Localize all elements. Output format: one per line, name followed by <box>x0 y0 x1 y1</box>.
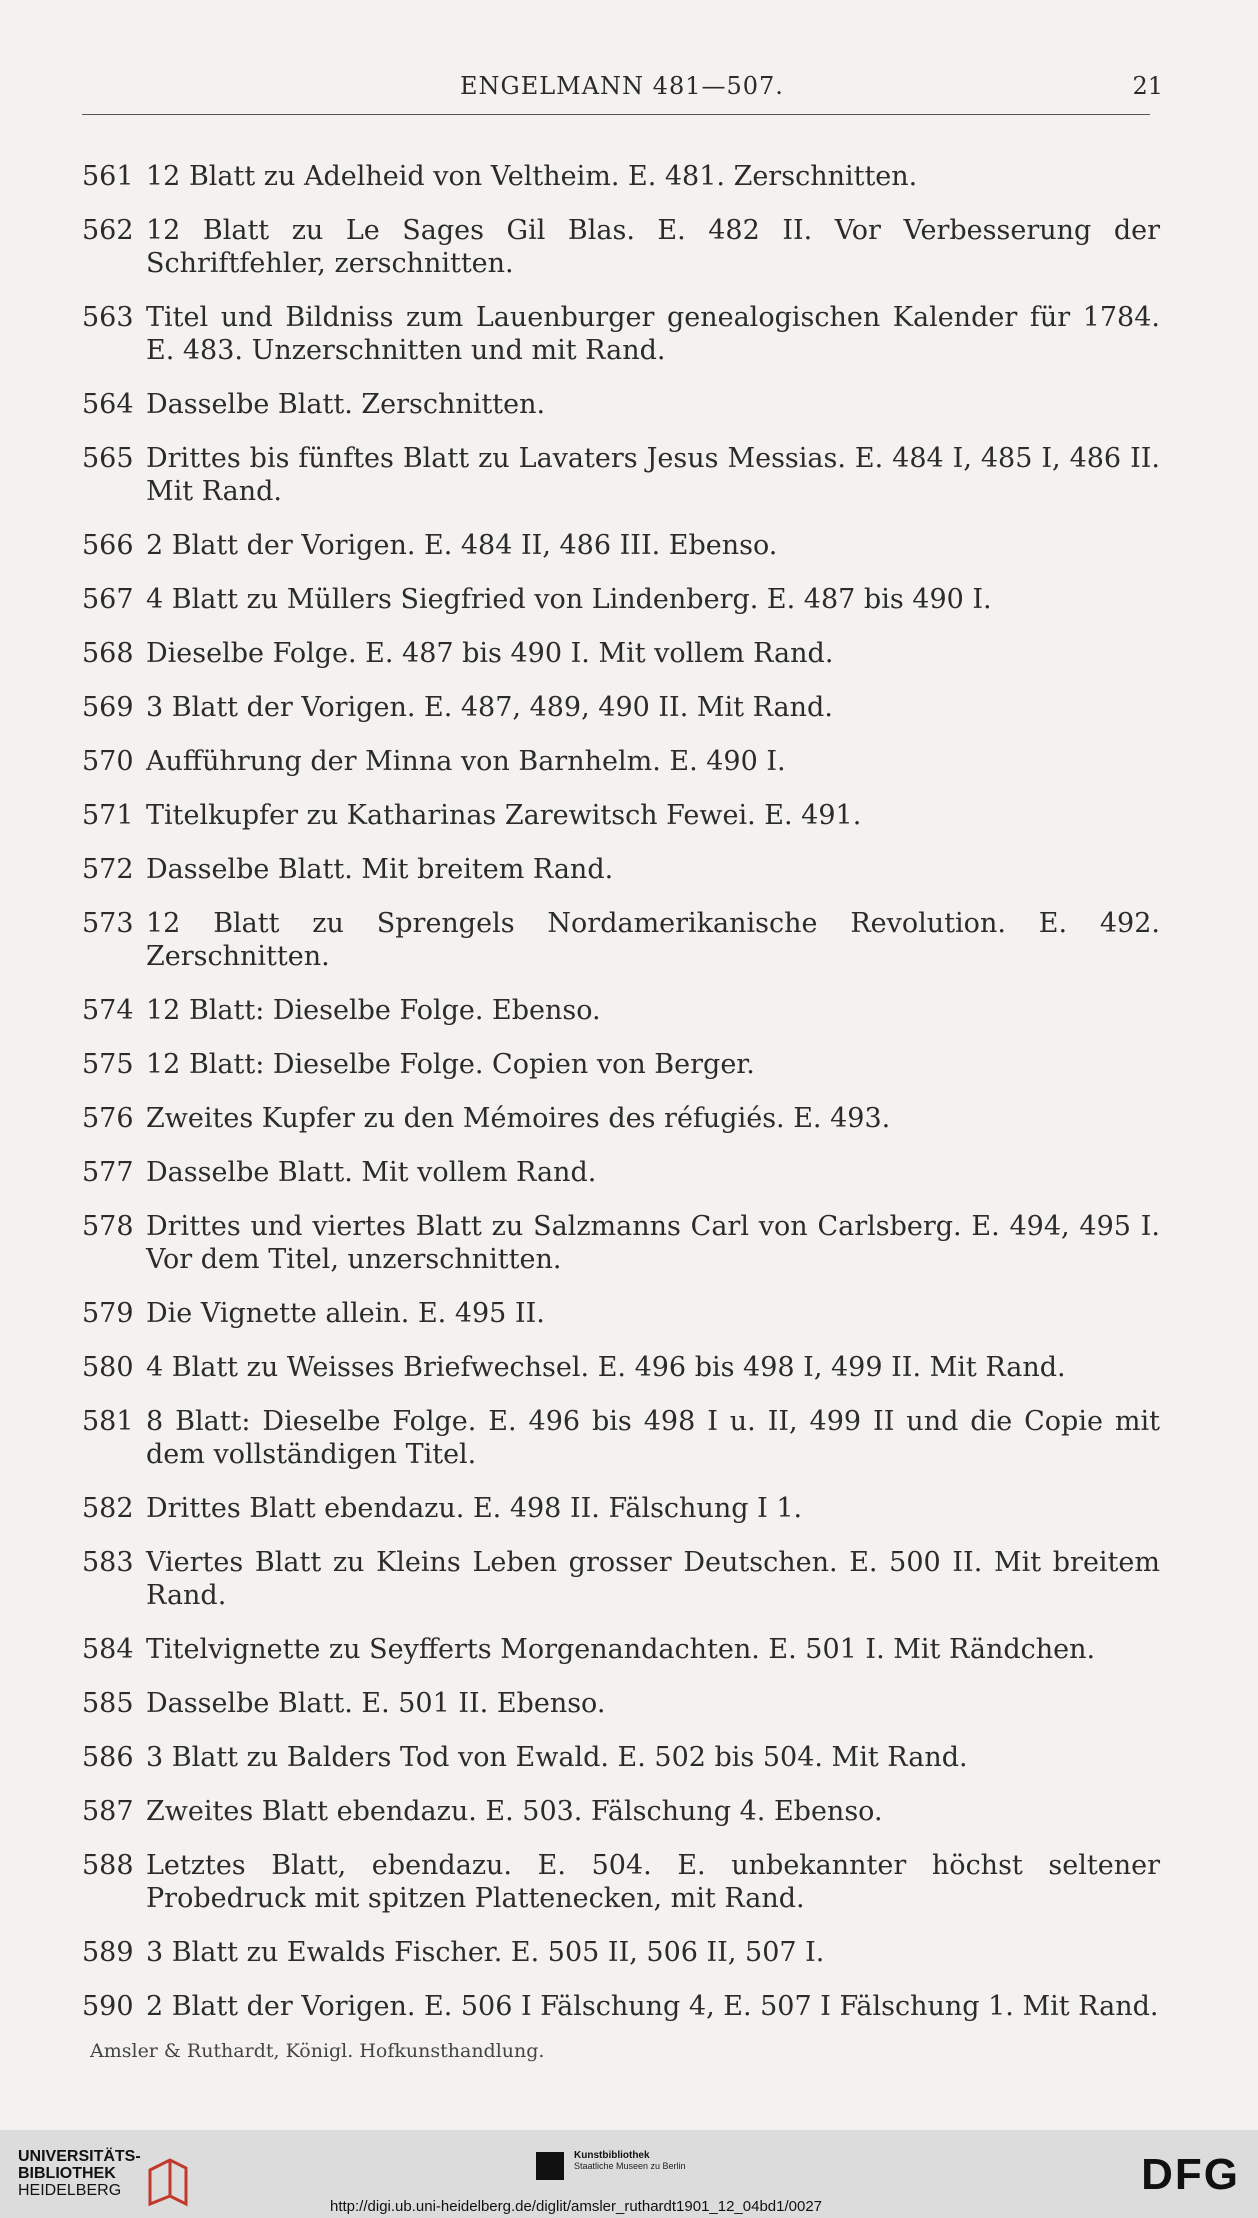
entry-number: 578 <box>82 1211 134 1242</box>
entry-text: 8 Blatt: Dieselbe Folge. E. 496 bis 498 I u. II, 499 II und die Copie mit dem vollständigen Titel. <box>146 1406 1160 1470</box>
entry-text: 12 Blatt zu Le Sages Gil Blas. E. 482 II. Vor Verbesserung der Schriftfehler, zerschnitten. <box>146 215 1160 279</box>
catalogue-entry <box>82 1849 1160 1915</box>
ub-logo-line2: BIBLIOTHEK <box>18 2165 116 2182</box>
digitization-bar <box>0 2130 1258 2218</box>
ub-logo-line1: UNIVERSITÄTS- <box>18 2148 141 2165</box>
entry-text: 2 Blatt der Vorigen. E. 484 II, 486 III. Ebenso. <box>146 530 778 561</box>
kb-title: Kunstbibliothek <box>574 2150 650 2161</box>
catalogue-entry <box>82 529 1160 562</box>
ub-logo-line3: HEIDELBERG <box>18 2182 122 2199</box>
catalogue-entry <box>82 1687 1160 1720</box>
entry-text: 12 Blatt: Dieselbe Folge. Ebenso. <box>146 995 601 1026</box>
catalogue-entry <box>82 1795 1160 1828</box>
entry-number: 589 <box>82 1937 134 1968</box>
catalogue-entry <box>82 1156 1160 1189</box>
entry-text: Dasselbe Blatt. E. 501 II. Ebenso. <box>146 1688 606 1719</box>
permalink-url[interactable]: http://digi.ub.uni-heidelberg.de/diglit/amsler_ruthardt1901_12_04bd1/0027 <box>330 2198 823 2215</box>
entry-number: 586 <box>82 1742 134 1773</box>
entry-number: 564 <box>82 389 134 420</box>
entry-number: 563 <box>82 302 134 333</box>
entry-text: Drittes bis fünftes Blatt zu Lavaters Jesus Messias. E. 484 I, 485 I, 486 II. Mit Rand. <box>146 443 1160 507</box>
entry-number: 573 <box>82 908 134 939</box>
catalogue-entry <box>82 1048 1160 1081</box>
catalogue-entry <box>82 1351 1160 1384</box>
catalogue-entry <box>82 442 1160 508</box>
catalogue-entries <box>82 160 1160 2044</box>
entry-text: Dasselbe Blatt. Zerschnitten. <box>146 389 546 420</box>
entry-text: Viertes Blatt zu Kleins Leben grosser Deutschen. E. 500 II. Mit breitem Rand. <box>146 1547 1160 1611</box>
entry-number: 587 <box>82 1796 134 1827</box>
catalogue-entry <box>82 853 1160 886</box>
catalogue-entry <box>82 1492 1160 1525</box>
catalogue-entry <box>82 1990 1160 2023</box>
entry-number: 581 <box>82 1406 134 1437</box>
entry-text: Titel und Bildniss zum Lauenburger genealogischen Kalender für 1784. E. 483. Unzerschnitten und mit Rand. <box>146 302 1160 366</box>
entry-number: 567 <box>82 584 134 615</box>
entry-text: Drittes Blatt ebendazu. E. 498 II. Fälschung I 1. <box>146 1493 803 1524</box>
catalogue-entry <box>82 301 1160 367</box>
entry-text: Letztes Blatt, ebendazu. E. 504. E. unbekannter höchst seltener Probedruck mit spitzen Plattenecken, mit Rand. <box>146 1850 1160 1914</box>
entry-number: 571 <box>82 800 134 831</box>
catalogue-entry <box>82 994 1160 1027</box>
entry-number: 579 <box>82 1298 134 1329</box>
catalogue-entry <box>82 388 1160 421</box>
entry-text: 12 Blatt: Dieselbe Folge. Copien von Berger. <box>146 1049 755 1080</box>
entry-text: 12 Blatt zu Sprengels Nordamerikanische Revolution. E. 492. Zerschnitten. <box>146 908 1160 972</box>
ub-heidelberg-logo[interactable] <box>18 2148 141 2199</box>
catalogue-entry <box>82 160 1160 193</box>
entry-number: 570 <box>82 746 134 777</box>
page-number: 21 <box>1132 72 1163 100</box>
entry-text: Titelkupfer zu Katharinas Zarewitsch Fewei. E. 491. <box>146 800 862 831</box>
catalogue-entry <box>82 1936 1160 1969</box>
entry-number: 577 <box>82 1157 134 1188</box>
entry-text: 4 Blatt zu Weisses Briefwechsel. E. 496 bis 498 I, 499 II. Mit Rand. <box>146 1352 1066 1383</box>
entry-text: 3 Blatt der Vorigen. E. 487, 489, 490 II. Mit Rand. <box>146 692 833 723</box>
catalogue-entry <box>82 1405 1160 1471</box>
entry-number: 574 <box>82 995 134 1026</box>
entry-number: 588 <box>82 1850 134 1881</box>
catalogue-entry <box>82 691 1160 724</box>
entry-number: 568 <box>82 638 134 669</box>
catalogue-entry <box>82 1297 1160 1330</box>
ub-emblem-icon <box>146 2156 190 2208</box>
catalogue-entry <box>82 1741 1160 1774</box>
catalogue-entry <box>82 1210 1160 1276</box>
publisher-note: Amsler & Ruthardt, Königl. Hofkunsthandlung. <box>90 2040 545 2062</box>
entry-text: 2 Blatt der Vorigen. E. 506 I Fälschung 4, E. 507 I Fälschung 1. Mit Rand. <box>146 1991 1159 2022</box>
entry-number: 582 <box>82 1493 134 1524</box>
entry-number: 572 <box>82 854 134 885</box>
entry-number: 580 <box>82 1352 134 1383</box>
entry-text: Titelvignette zu Seyfferts Morgenandachten. E. 501 I. Mit Rändchen. <box>146 1634 1096 1665</box>
kunstbibliothek-mark-icon <box>536 2152 564 2180</box>
entry-number: 561 <box>82 161 134 192</box>
entry-text: Drittes und viertes Blatt zu Salzmanns Carl von Carlsberg. E. 494, 495 I. Vor dem Titel, unzerschnitten. <box>146 1211 1160 1275</box>
entry-number: 566 <box>82 530 134 561</box>
catalogue-entry <box>82 1546 1160 1612</box>
entry-text: 3 Blatt zu Balders Tod von Ewald. E. 502 bis 504. Mit Rand. <box>146 1742 968 1773</box>
dfg-logo[interactable]: DFG <box>1141 2150 1240 2199</box>
entry-number: 569 <box>82 692 134 723</box>
entry-text: Aufführung der Minna von Barnhelm. E. 490 I. <box>146 746 786 777</box>
catalogue-entry <box>82 1102 1160 1135</box>
entry-number: 576 <box>82 1103 134 1134</box>
catalogue-entry <box>82 907 1160 973</box>
entry-text: 3 Blatt zu Ewalds Fischer. E. 505 II, 506 II, 507 I. <box>146 1937 825 1968</box>
entry-text: Zweites Blatt ebendazu. E. 503. Fälschung 4. Ebenso. <box>146 1796 883 1827</box>
running-head: ENGELMANN 481—507. <box>460 72 784 100</box>
kb-subtitle: Staatliche Museen zu Berlin <box>574 2161 686 2171</box>
catalogue-entry <box>82 799 1160 832</box>
entry-number: 575 <box>82 1049 134 1080</box>
catalogue-entry <box>82 214 1160 280</box>
entry-number: 562 <box>82 215 134 246</box>
entry-text: Die Vignette allein. E. 495 II. <box>146 1298 545 1329</box>
entry-number: 565 <box>82 443 134 474</box>
entry-text: 4 Blatt zu Müllers Siegfried von Lindenberg. E. 487 bis 490 I. <box>146 584 992 615</box>
entry-number: 585 <box>82 1688 134 1719</box>
entry-number: 583 <box>82 1547 134 1578</box>
entry-text: Dasselbe Blatt. Mit breitem Rand. <box>146 854 614 885</box>
header-rule <box>82 114 1150 115</box>
catalogue-entry <box>82 583 1160 616</box>
entry-number: 584 <box>82 1634 134 1665</box>
entry-text: Dasselbe Blatt. Mit vollem Rand. <box>146 1157 597 1188</box>
catalogue-entry <box>82 1633 1160 1666</box>
entry-text: 12 Blatt zu Adelheid von Veltheim. E. 481. Zerschnitten. <box>146 161 918 192</box>
entry-text: Dieselbe Folge. E. 487 bis 490 I. Mit vollem Rand. <box>146 638 834 669</box>
entry-number: 590 <box>82 1991 134 2022</box>
entry-text: Zweites Kupfer zu den Mémoires des réfugiés. E. 493. <box>146 1103 891 1134</box>
catalogue-entry <box>82 745 1160 778</box>
catalogue-entry <box>82 637 1160 670</box>
